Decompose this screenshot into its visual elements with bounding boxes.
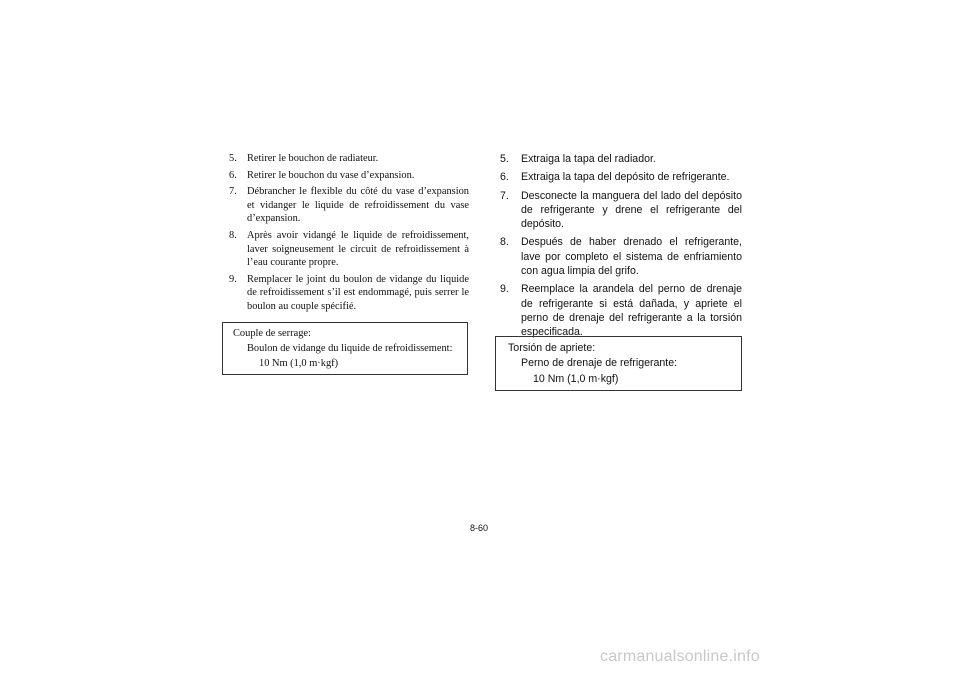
- list-item: [229, 169, 469, 183]
- torque-box-title: Couple de serrage:: [233, 328, 311, 339]
- spanish-torque-box: [495, 336, 742, 391]
- step-text: Extraiga la tapa del radiador.: [521, 153, 656, 165]
- spanish-column: [500, 152, 742, 344]
- step-number: 6.: [500, 171, 509, 184]
- watermark: carmanualsonline.info: [600, 648, 760, 665]
- step-number: 8.: [500, 236, 509, 249]
- list-item: [229, 185, 469, 226]
- list-item: [229, 229, 469, 270]
- step-text: Después de haber drenado el refrigerante, lave por completo el sistema de enfriamiento con agua limpia del grifo.: [521, 236, 742, 278]
- list-item: [500, 235, 742, 278]
- step-number: 7.: [229, 186, 237, 198]
- step-text: Desconecte la manguera del lado del depósito de refrigerante y drene el refrigerante del depósito.: [521, 189, 742, 231]
- step-number: 9.: [500, 283, 509, 296]
- step-number: 7.: [500, 189, 509, 202]
- step-number: 9.: [229, 273, 237, 285]
- step-text: Extraiga la tapa del depósito de refrigerante.: [521, 171, 730, 184]
- step-number: 6.: [229, 169, 237, 181]
- list-item: [229, 152, 469, 166]
- spanish-steps: [500, 152, 742, 340]
- french-column: [229, 152, 469, 317]
- step-number: 5.: [229, 153, 237, 164]
- step-text: Retirer le bouchon du vase d’expansion.: [247, 169, 415, 181]
- step-text: Après avoir vidangé le liquide de refroidissement, laver soigneusement le circuit de refroidissement à l’eau courante propre.: [247, 229, 469, 269]
- step-number: 5.: [500, 153, 509, 165]
- list-item: [500, 189, 742, 232]
- list-item: [500, 282, 742, 339]
- torque-box-value: 10 Nm (1,0 m·kgf): [533, 373, 619, 385]
- list-item: [500, 170, 742, 184]
- step-text: Débrancher le flexible du côté du vase d’expansion et vidanger le liquide de refroidissement du vase d’expansion.: [247, 186, 469, 225]
- step-text: Retirer le bouchon de radiateur.: [247, 153, 379, 164]
- torque-box-title: Torsión de apriete:: [508, 342, 596, 354]
- french-steps: [229, 152, 469, 314]
- torque-box-value: 10 Nm (1,0 m·kgf): [259, 358, 339, 369]
- list-item: [500, 152, 742, 166]
- page-number: 8-60: [470, 523, 489, 533]
- step-number: 8.: [229, 229, 237, 241]
- step-text: Reemplace la arandela del perno de drenaje de refrigerante si está dañada, y apriete el perno de drenaje del refrigerante a la torsión especificada.: [521, 283, 742, 339]
- step-text: Remplacer le joint du boulon de vidange du liquide de refroidissement s’il est endommagé, puis serrer le boulon au couple spécifié.: [247, 273, 469, 312]
- list-item: [229, 273, 469, 314]
- torque-box-item: Perno de drenaje de refrigerante:: [521, 357, 678, 369]
- torque-box-item: Boulon de vidange du liquide de refroidissement:: [247, 343, 453, 354]
- french-torque-box: [222, 322, 468, 375]
